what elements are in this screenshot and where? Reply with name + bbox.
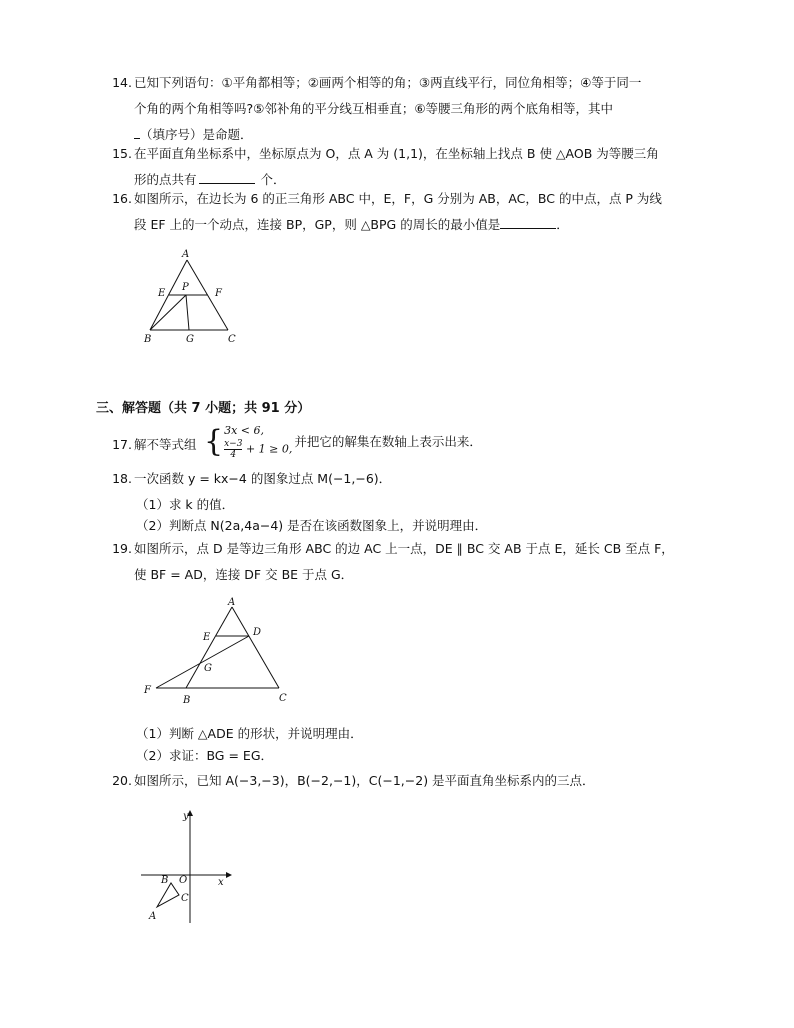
question-number: 16. xyxy=(112,191,132,206)
question-text: 段 EF 上的一个动点，连接 BP，GP，则 △BPG 的周长的最小值是 xyxy=(134,217,501,232)
label-f: F xyxy=(144,685,151,696)
label-f: F xyxy=(215,288,222,299)
question-text: 解不等式组 xyxy=(134,437,197,452)
figure-19-triangle xyxy=(140,595,300,710)
label-x: x xyxy=(218,877,224,888)
label-e: E xyxy=(203,632,211,643)
question-number: 20. xyxy=(112,773,132,788)
brace-icon: { xyxy=(204,423,224,459)
label-b: B xyxy=(183,695,191,706)
question-text: 形的点共有 xyxy=(134,172,197,187)
segment-bp xyxy=(150,295,186,330)
sub-question-2: （2）判断点 N(2a,4a−4) 是否在该函数图象上，并说明理由． xyxy=(136,518,488,533)
question-number: 17. xyxy=(112,437,132,452)
question-text: 一次函数 y = kx−4 的图象过点 M(−1,−6)． xyxy=(134,471,392,486)
question-text: 在平面直角坐标系中，坐标原点为 O，点 A 为 (1,1)，在坐标轴上找点 B 使 △AOB 为等腰三角 xyxy=(134,146,659,161)
label-a: A xyxy=(228,597,236,608)
label-c: C xyxy=(181,893,189,904)
question-number: 19. xyxy=(112,541,132,556)
sub-question-1: （1）判断 △ADE 的形状，并说明理由． xyxy=(136,726,363,741)
question-text: 已知下列语句：①平角都相等；②画两个相等的角；③两直线平行，同位角相等；④等于同一 xyxy=(134,75,642,90)
sub-question-1: （1）求 k 的值． xyxy=(136,497,235,512)
sub-question-2: （2）求证：BG = EG． xyxy=(136,748,273,763)
label-g: G xyxy=(204,663,212,674)
label-b: B xyxy=(161,875,169,886)
question-text: 如图所示，已知 A(−3,−3)，B(−2,−1)，C(−1,−2) 是平面直角坐标系内的三点． xyxy=(134,773,595,788)
label-p: P xyxy=(182,282,189,293)
question-text: 如图所示，在边长为 6 的正三角形 ABC 中，E，F，G 分别为 AB，AC，BC 的中点，点 P 为线 xyxy=(134,191,662,206)
label-d: D xyxy=(253,627,262,638)
figure-16-triangle xyxy=(140,248,250,348)
question-text: （填序号）是命题． xyxy=(140,127,253,142)
inequality-1: 3x < 6, xyxy=(224,424,265,437)
side-ab xyxy=(186,607,232,688)
label-y: y xyxy=(183,811,189,822)
section-header: 三、解答题（共 7 小题；共 91 分） xyxy=(96,401,311,416)
label-e: E xyxy=(158,288,166,299)
side-ac xyxy=(232,607,279,688)
question-17 xyxy=(112,423,712,462)
question-number: 18. xyxy=(112,471,132,486)
fraction xyxy=(224,439,242,460)
label-a: A xyxy=(149,911,157,922)
question-text: 使 BF = AD，连接 DF 交 BE 于点 G． xyxy=(134,567,354,582)
label-g: G xyxy=(186,334,194,345)
question-text: ． xyxy=(556,217,569,232)
question-text: 个． xyxy=(260,172,286,187)
question-text: 如图所示，点 D 是等边三角形 ABC 的边 AC 上一点，DE ∥ BC 交 AB 于点 E，延长 CB 至点 F， xyxy=(134,541,674,556)
label-c: C xyxy=(228,334,236,345)
label-b: B xyxy=(144,334,152,345)
label-a: A xyxy=(182,249,190,260)
question-text: 个角的两个角相等吗?⑤邻补角的平分线互相垂直；⑥等腰三角形的两个底角相等，其中 xyxy=(134,101,614,116)
segment-df xyxy=(156,636,249,688)
answer-blank xyxy=(199,169,255,184)
figure-20-coordinate-plane xyxy=(135,805,245,930)
question-text: 并把它的解集在数轴上表示出来． xyxy=(294,433,482,449)
segment-gp xyxy=(186,295,189,330)
question-number: 15. xyxy=(112,146,132,161)
fraction-numerator: x−3 xyxy=(224,439,243,449)
label-origin: O xyxy=(179,875,188,886)
label-c: C xyxy=(279,693,287,704)
inequality-2: + 1 ≥ 0, xyxy=(245,442,293,456)
fraction-denominator: 4 xyxy=(230,450,237,460)
answer-blank xyxy=(500,214,556,229)
question-number: 14. xyxy=(112,75,132,90)
triangle-abc xyxy=(157,883,179,907)
